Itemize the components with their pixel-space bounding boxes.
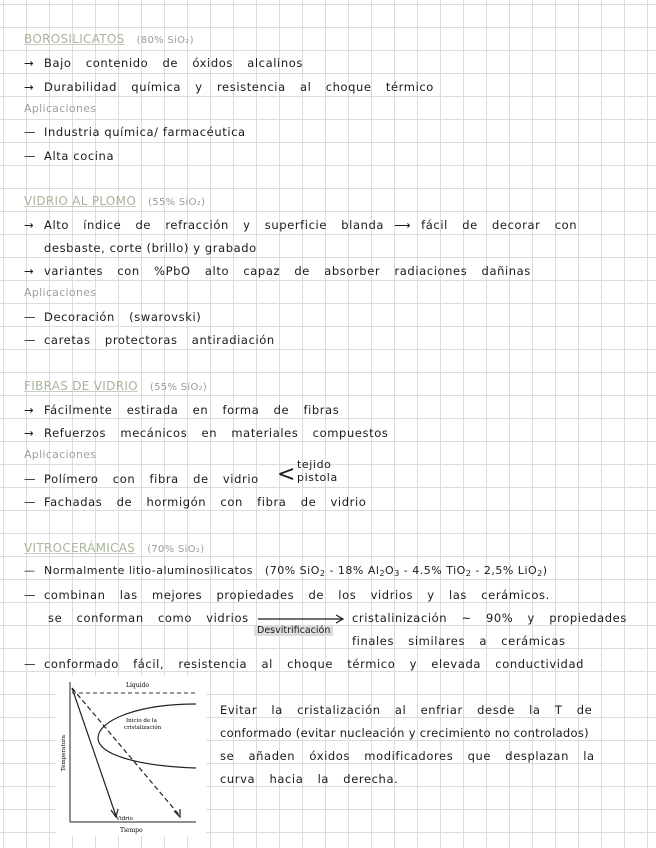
arrow-icon: → [24,426,35,440]
bullet: → Alto índice de refracción y superficie blanda ⟶ fácil de decorar con [24,218,578,232]
section-title-plomo [24,194,205,208]
note-line: se añaden óxidos modificadores que desplazan la [220,749,595,763]
dash-icon: — [24,495,37,509]
section-composition: (80% SiO₂) [136,35,194,46]
section-composition: (55% SiO₂) [148,197,206,208]
section-title-fibras [24,379,207,393]
section-name: VITROCERÁMICAS [24,541,136,555]
dash-icon: — [24,564,36,577]
label-glass: Vidrio [116,816,133,822]
section-composition: (70% SiO₂) [147,544,205,555]
shaping-text: se conforman como vidrios [48,611,249,625]
bullet: — combinan las mejores propiedades de los vidrios y las cerámicos. [24,588,550,602]
application-item: — Fachadas de hormigón con fibra de vidrio [24,495,367,509]
arrow-icon: → [24,403,35,417]
long-arrow-icon: ⟶ [394,218,412,232]
applications-label: Aplicaciones [24,448,97,461]
ttt-diagram [56,676,206,836]
y-axis-label: Temperatura [61,734,67,771]
application-item: — Industria química/ farmacéutica [24,125,246,139]
bullet: → Bajo contenido de óxidos alcalinos [24,56,303,70]
long-arrow-icon [256,613,348,625]
bullet: → Refuerzos mecánicos en materiales compuestos [24,426,389,440]
option-tejido: tejido [297,458,332,471]
applications-label: Aplicaciones [24,102,97,115]
bullet: — conformado fácil, resistencia al choque térmico y elevada conductividad [24,657,584,671]
dash-icon: — [24,125,37,139]
application-item: — Alta cocina [24,149,115,163]
application-item: — caretas protectoras antiradiación [24,333,275,347]
dash-icon: — [24,657,37,671]
dash-icon: — [24,333,37,347]
application-item: — Decoración (swarovski) [24,310,202,324]
bullet: → variantes con %PbO alto capaz de absorber radiaciones dañinas [24,264,531,278]
note-line: Evitar la cristalización al enfriar desde la T de [220,703,593,717]
crystallization-text-cont: finales similares a cerámicas [352,634,566,648]
dash-icon: — [24,588,37,602]
section-title-vitroceramicas [24,541,204,555]
arrow-icon: → [24,56,35,70]
bullet-continuation: desbaste, corte (brillo) y grabado [44,241,257,255]
arrow-icon: → [24,218,35,232]
x-axis-label: Tiempo [120,827,143,834]
note-line: conformado (evitar nucleación y crecimiento no controlados) [220,726,589,740]
section-title-borosilicatos [24,32,194,46]
label-start-1: Inicio de la [126,718,157,724]
application-item: — Polímero con fibra de vidrio [24,472,259,486]
section-name: VIDRIO AL PLOMO [24,194,137,208]
dash-icon: — [24,149,37,163]
note-line: curva hacia la derecha. [220,772,399,786]
label-start-2: cristalización [124,725,162,731]
arrow-icon: → [24,80,35,94]
crystallization-text: cristalinización ~ 90% y propiedades [352,611,627,625]
bracket-less-than: < [277,462,296,487]
section-name: FIBRAS DE VIDRIO [24,379,138,393]
applications-label: Aplicaciones [24,286,97,299]
bullet: — Normalmente litio-aluminosilicatos (70% SiO$_2$ - 18% $Al_2O_3 - 4.5\%$ TiO$_2$ - 2,5% LiO$_2$) [24,564,548,578]
bullet: → Durabilidad química y resistencia al choque térmico [24,80,434,94]
diagram-background [56,676,206,836]
dash-icon: — [24,472,37,486]
label-liquid: Líquido [126,682,149,689]
dash-icon: — [24,310,37,324]
section-name: BOROSILICATOS [24,32,125,46]
option-pistola: pistola [297,471,338,484]
section-composition: (55% SiO₂) [149,382,208,393]
option-stack [297,458,338,484]
bullet: → Fácilmente estirada en forma de fibras [24,403,340,417]
devitrification-label: Desvitrificación [254,625,333,636]
arrow-icon: → [24,264,35,278]
